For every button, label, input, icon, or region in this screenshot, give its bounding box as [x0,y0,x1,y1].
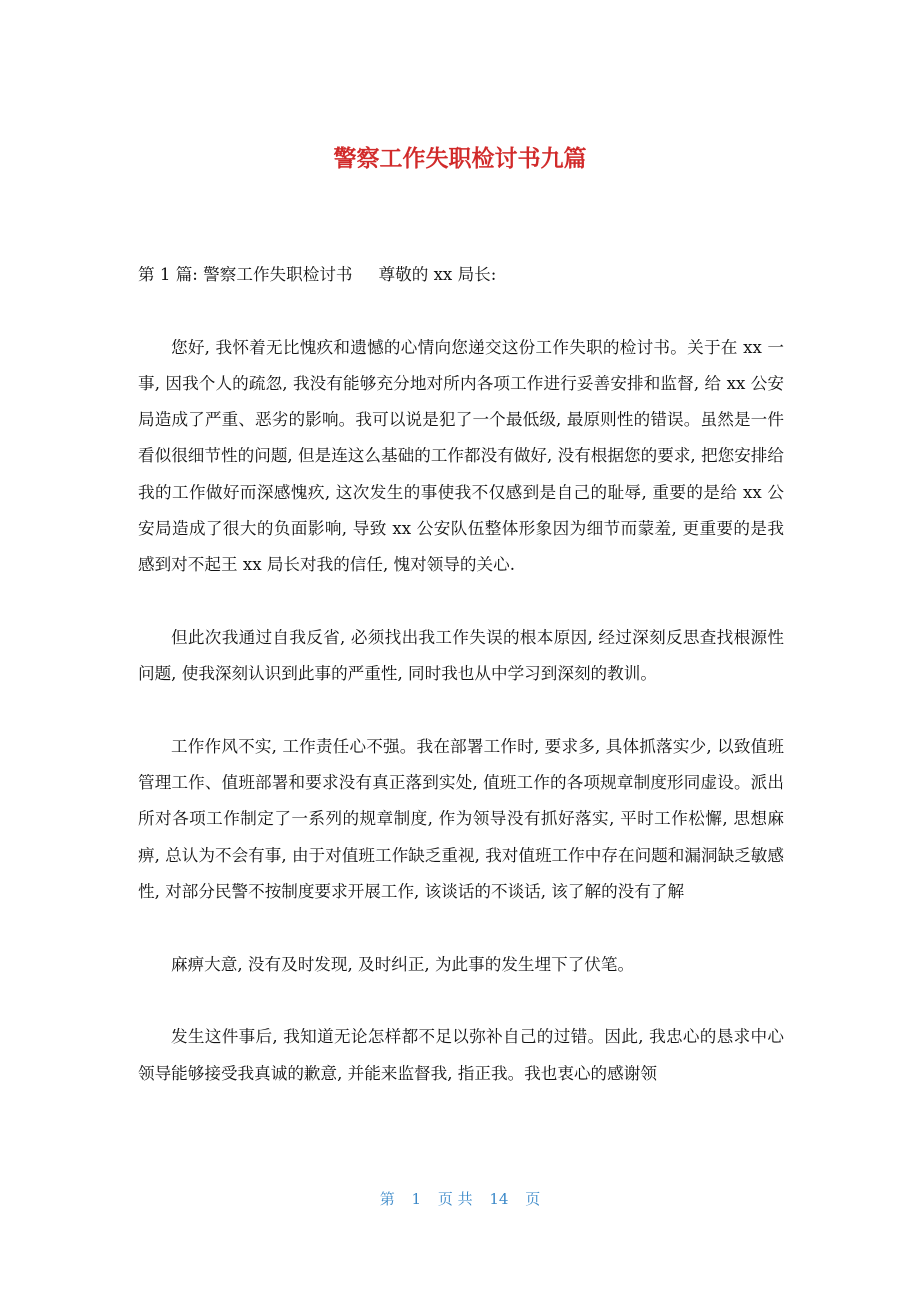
chapter-heading [138,257,784,293]
current-page-number: 1 [411,1190,422,1208]
page-suffix: 页 [525,1190,541,1208]
page-mid: 页 共 [437,1190,473,1208]
chapter-label: 第 1 篇: 警察工作失职检讨书 [138,265,353,284]
paragraph: 发生这件事后, 我知道无论怎样都不足以弥补自己的过错。因此, 我忠心的恳求中心领导能够接受我真诚的歉意, 并能来监督我, 指正我。我也衷心的感谢领 [138,1027,784,1083]
salutation: 尊敬的 xx 局长: [378,265,497,284]
page-prefix: 第 [379,1190,395,1208]
paragraph: 您好, 我怀着无比愧疚和遗憾的心情向您递交这份工作失职的检讨书。关于在 xx 一事, 因我个人的疏忽, 我没有能够充分地对所内各项工作进行妥善安排和监督, 给 xx 公安局造成了严重、恶劣的影响。我可以说是犯了一个最低级, 最原则性的错误。虽然是一件看似很细节性的问题, 但是连这么基础的工作都没有做好, 没有根据您的要求, 把您安排给我的工作做好而深感愧疚, 这次发生的事使我不仅感到是自己的耻辱, 重要的是给 xx 公安局造成了很大的负面影响, 导致 xx 公安队伍整体形象因为细节而蒙羞, 更重要的是我感到对不起王 xx 局长对我的信任, 愧对领导的关心. [138,337,784,575]
paragraph: 工作作风不实, 工作责任心不强。我在部署工作时, 要求多, 具体抓落实少, 以致值班管理工作、值班部署和要求没有真正落到实处, 值班工作的各项规章制度形同虚设。派出所对各项工作制定了一系列的规章制度, 作为领导没有抓好落实, 平时工作松懈, 思想麻痹, 总认为不会有事, 由于对值班工作缺乏重视, 我对值班工作中存在问题和漏洞缺乏敏感性, 对部分民警不按制度要求开展工作, 该谈话的不谈话, 该了解的没有了解 [138,736,784,902]
paragraph: 但此次我通过自我反省, 必须找出我工作失误的根本原因, 经过深刻反思查找根源性问题, 使我深刻认识到此事的严重性, 同时我也从中学习到深刻的教训。 [138,627,784,684]
total-pages-number: 14 [489,1190,509,1208]
document-body [138,257,784,1092]
page-title: 警察工作失职检讨书九篇 [333,146,587,172]
page-footer [0,1188,920,1209]
paragraph: 麻痹大意, 没有及时发现, 及时纠正, 为此事的发生埋下了伏笔。 [171,954,635,974]
